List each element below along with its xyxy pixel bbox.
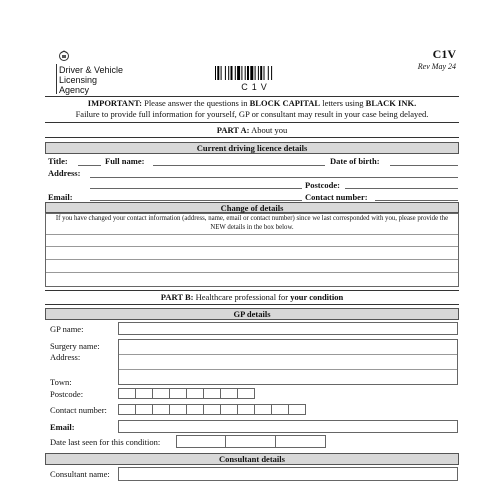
postcode-cell[interactable]: [220, 388, 238, 399]
consultant-name-input[interactable]: [118, 467, 458, 481]
contact-number-cell[interactable]: [237, 404, 255, 415]
important-line-1: [45, 98, 459, 109]
contact-number-label: Contact number:: [305, 192, 368, 202]
consultant-name-label: Consultant name:: [50, 469, 110, 479]
revision-date: Rev May 24: [417, 62, 456, 71]
postcode-cell[interactable]: [118, 388, 136, 399]
title-field[interactable]: [78, 165, 101, 166]
gp-contact-label: Contact number:: [50, 405, 107, 415]
gp-name-input[interactable]: [118, 322, 458, 335]
dob-field[interactable]: [390, 165, 458, 166]
part-b-bold: your condition: [290, 292, 344, 302]
contact-number-cell[interactable]: [152, 404, 170, 415]
gp-postcode-label: Postcode:: [50, 389, 84, 399]
change-of-details-header: Change of details: [45, 202, 459, 213]
address-field-line-2[interactable]: [90, 188, 302, 189]
contact-number-cell[interactable]: [186, 404, 204, 415]
part-b-rule: [45, 290, 459, 291]
title-label: Title:: [48, 156, 68, 166]
gp-contact-cells[interactable]: [118, 404, 305, 415]
agency-line-2: Licensing: [59, 75, 98, 85]
important-notice: [45, 98, 459, 120]
important-bold-2: BLACK INK.: [365, 98, 417, 108]
date-seen-label: Date last seen for this condition:: [50, 437, 161, 447]
gp-details-header: GP details: [45, 308, 459, 320]
change-line-3[interactable]: [46, 259, 458, 260]
postcode-cell[interactable]: [186, 388, 204, 399]
barcode: [215, 66, 297, 80]
gp-postcode-cells[interactable]: [118, 388, 254, 399]
agency-name: [59, 65, 123, 95]
date-seen-divider-1: [225, 435, 226, 448]
surgery-line-2: [119, 369, 457, 370]
email-label: Email:: [48, 192, 73, 202]
gp-email-label: Email:: [50, 422, 75, 432]
date-seen-divider-2: [275, 435, 276, 448]
contact-number-cell[interactable]: [135, 404, 153, 415]
part-a-rule: [45, 137, 459, 138]
agency-line-1: Driver & Vehicle: [59, 65, 124, 75]
postcode-field[interactable]: [345, 188, 458, 189]
postcode-cell[interactable]: [135, 388, 153, 399]
part-b-heading: [45, 292, 459, 302]
gp-name-label: GP name:: [50, 324, 84, 334]
important-line-2: Failure to provide full information for yourself, GP or consultant may result in your case being delayed.: [75, 109, 429, 119]
surgery-address-box[interactable]: [118, 339, 458, 385]
gp-address-label: Address:: [50, 352, 81, 362]
change-of-details-text: If you have changed your contact information (address, name, email or contact number) since we last corresponded with you, please provide the NEW details in the box below.: [55, 215, 449, 231]
dob-label: Date of birth:: [330, 156, 380, 166]
part-b-bottom-rule: [45, 304, 459, 305]
notice-bottom-rule: [45, 122, 459, 123]
surgery-name-label: Surgery name:: [50, 341, 100, 351]
contact-number-cell[interactable]: [220, 404, 238, 415]
full-name-label: Full name:: [105, 156, 145, 166]
contact-number-cell[interactable]: [271, 404, 289, 415]
part-a-prefix: PART A:: [216, 125, 250, 135]
change-line-4[interactable]: [46, 272, 458, 273]
postcode-label: Postcode:: [305, 180, 340, 190]
change-line-2[interactable]: [46, 246, 458, 247]
postcode-cell[interactable]: [237, 388, 255, 399]
contact-number-cell[interactable]: [254, 404, 272, 415]
address-label: Address:: [48, 168, 81, 178]
contact-number-field[interactable]: [375, 200, 458, 201]
gp-email-input[interactable]: [118, 420, 458, 433]
crest-logo: [58, 49, 70, 61]
postcode-cell[interactable]: [203, 388, 221, 399]
barcode-text: C1V: [241, 82, 271, 92]
change-line-1[interactable]: [46, 234, 458, 235]
part-b-title: Healthcare professional for: [193, 292, 291, 302]
barcode-bars: [215, 66, 297, 80]
important-prefix: IMPORTANT:: [87, 98, 142, 108]
town-label: Town:: [50, 377, 72, 387]
important-text-2: letters using: [320, 98, 366, 108]
licence-details-header: Current driving licence details: [45, 142, 459, 154]
surgery-line-1: [119, 354, 457, 355]
contact-number-cell[interactable]: [118, 404, 136, 415]
email-field[interactable]: [90, 200, 302, 201]
form-code: C1V: [432, 47, 456, 61]
notice-top-rule: [45, 96, 459, 97]
contact-number-cell[interactable]: [169, 404, 187, 415]
postcode-cell[interactable]: [169, 388, 187, 399]
part-a-heading: [45, 125, 459, 135]
important-bold-1: BLOCK CAPITAL: [249, 98, 321, 108]
full-name-field[interactable]: [153, 165, 325, 166]
address-field-line-1[interactable]: [90, 177, 458, 178]
postcode-cell[interactable]: [152, 388, 170, 399]
date-seen-input[interactable]: [176, 435, 326, 448]
part-b-prefix: PART B:: [160, 292, 194, 302]
agency-logo-divider: [56, 64, 57, 94]
consultant-details-header: Consultant details: [45, 453, 459, 465]
contact-number-cell[interactable]: [288, 404, 306, 415]
important-text-1: Please answer the questions in: [141, 98, 250, 108]
part-a-title: About you: [249, 125, 288, 135]
agency-line-3: Agency: [59, 85, 90, 95]
contact-number-cell[interactable]: [203, 404, 221, 415]
